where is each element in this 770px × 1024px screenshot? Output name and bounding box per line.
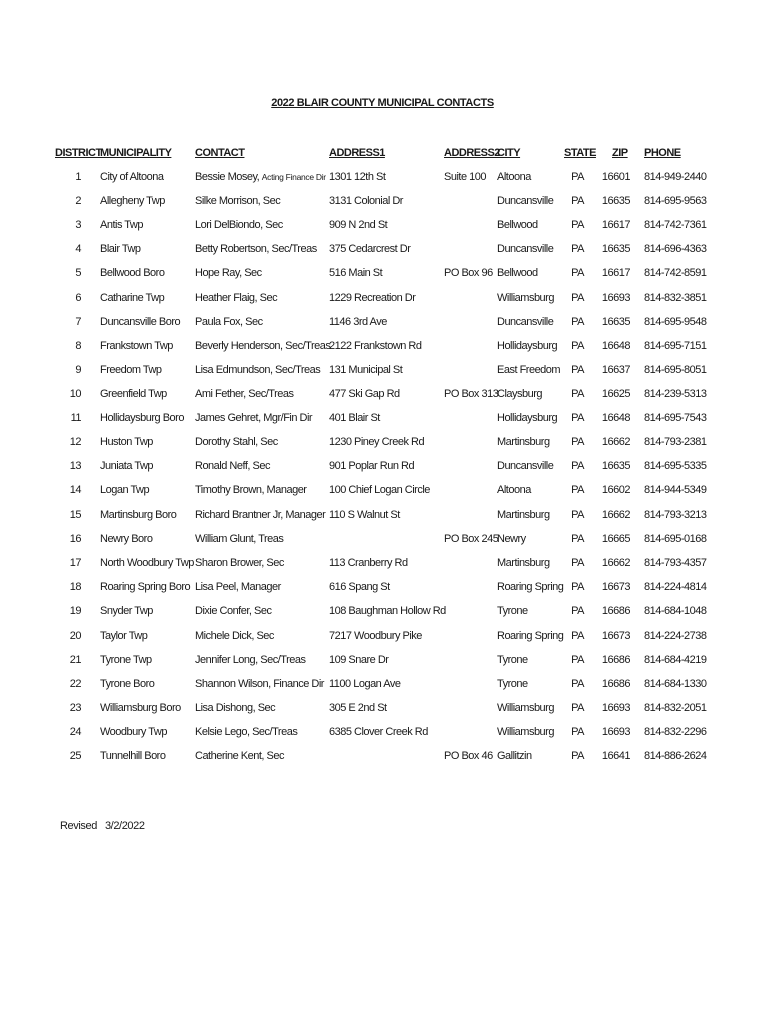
cell-zip: 16648 [601, 340, 630, 352]
cell-state: PA [571, 171, 584, 183]
table-row [0, 169, 770, 185]
table-row [0, 265, 770, 281]
cell-address1: 3131 Colonial Dr [329, 195, 403, 207]
cell-city: Duncansville [497, 243, 554, 255]
cell-municipality: Tunnelhill Boro [100, 750, 166, 762]
cell-address1: 1229 Recreation Dr [329, 292, 416, 304]
table-row [0, 314, 770, 330]
revised-note [60, 820, 145, 832]
cell-city: Tyrone [497, 605, 528, 617]
cell-phone: 814-695-8051 [644, 364, 707, 376]
cell-state: PA [571, 509, 584, 521]
cell-municipality: City of Altoona [100, 171, 164, 183]
cell-zip: 16635 [601, 460, 630, 472]
cell-municipality: Duncansville Boro [100, 316, 181, 328]
cell-phone: 814-793-3213 [644, 509, 707, 521]
cell-phone: 814-684-1048 [644, 605, 707, 617]
cell-municipality: Logan Twp [100, 484, 150, 496]
cell-city: Altoona [497, 171, 531, 183]
cell-district: 20 [69, 630, 81, 642]
cell-contact [195, 169, 326, 185]
cell-zip: 16673 [601, 630, 630, 642]
table-row [0, 748, 770, 764]
cell-district: 16 [69, 533, 81, 545]
cell-municipality: Frankstown Twp [100, 340, 173, 352]
cell-phone: 814-695-7543 [644, 412, 707, 424]
cell-contact: Catherine Kent, Sec [195, 750, 284, 762]
cell-contact: Dorothy Stahl, Sec [195, 436, 278, 448]
page-title: 2022 BLAIR COUNTY MUNICIPAL CONTACTS [271, 97, 494, 109]
cell-phone: 814-696-4363 [644, 243, 707, 255]
cell-municipality: Roaring Spring Boro [100, 581, 191, 593]
cell-zip: 16686 [601, 654, 630, 666]
cell-contact-name: Bessie Mosey, [195, 171, 260, 183]
table-row [0, 482, 770, 498]
cell-address1: 1230 Piney Creek Rd [329, 436, 425, 448]
cell-zip: 16662 [601, 557, 630, 569]
cell-district: 23 [69, 702, 81, 714]
cell-state: PA [571, 702, 584, 714]
cell-address2: Suite 100 [444, 171, 486, 183]
table-row [0, 507, 770, 523]
cell-zip: 16673 [601, 581, 630, 593]
cell-address1: 477 Ski Gap Rd [329, 388, 400, 400]
cell-state: PA [571, 678, 584, 690]
table-row [0, 603, 770, 619]
cell-district: 10 [69, 388, 81, 400]
header-contact: CONTACT [195, 147, 245, 159]
cell-city: Tyrone [497, 678, 528, 690]
revised-label: Revised [60, 820, 97, 832]
cell-address1: 100 Chief Logan Circle [329, 484, 430, 496]
cell-city: Duncansville [497, 460, 554, 472]
table-row [0, 458, 770, 474]
cell-address1: 1100 Logan Ave [329, 678, 401, 690]
cell-address1: 7217 Woodbury Pike [329, 630, 422, 642]
header-address1: ADDRESS1 [329, 147, 385, 159]
cell-city: Roaring Spring [497, 630, 564, 642]
cell-district: 22 [69, 678, 81, 690]
cell-municipality: Juniata Twp [100, 460, 154, 472]
table-row [0, 676, 770, 692]
cell-state: PA [571, 195, 584, 207]
cell-municipality: Tyrone Twp [100, 654, 152, 666]
cell-state: PA [571, 533, 584, 545]
table-row [0, 290, 770, 306]
cell-district: 25 [69, 750, 81, 762]
cell-contact: Betty Robertson, Sec/Treas [195, 243, 317, 255]
cell-contact: Lori DelBiondo, Sec [195, 219, 283, 231]
cell-district: 7 [75, 316, 81, 328]
cell-contact: Jennifer Long, Sec/Treas [195, 654, 306, 666]
cell-contact: Lisa Peel, Manager [195, 581, 281, 593]
cell-district: 1 [75, 171, 81, 183]
cell-municipality: North Woodbury Twp [100, 557, 194, 569]
cell-address2: PO Box 313 [444, 388, 499, 400]
cell-phone: 814-695-9563 [644, 195, 707, 207]
cell-address1: 401 Blair St [329, 412, 380, 424]
cell-district: 13 [69, 460, 81, 472]
table-row [0, 193, 770, 209]
cell-contact: Ami Fether, Sec/Treas [195, 388, 294, 400]
cell-address1: 305 E 2nd St [329, 702, 387, 714]
cell-district: 4 [75, 243, 81, 255]
cell-city: Bellwood [497, 219, 538, 231]
table-row [0, 555, 770, 571]
cell-zip: 16602 [601, 484, 630, 496]
cell-city: Altoona [497, 484, 531, 496]
table-row [0, 652, 770, 668]
cell-state: PA [571, 750, 584, 762]
cell-address1: 1146 3rd Ave [329, 316, 387, 328]
cell-zip: 16635 [601, 316, 630, 328]
cell-zip: 16693 [601, 292, 630, 304]
cell-contact: Sharon Brower, Sec [195, 557, 284, 569]
cell-contact: Ronald Neff, Sec [195, 460, 270, 472]
table-row [0, 217, 770, 233]
cell-contact: William Glunt, Treas [195, 533, 284, 545]
cell-phone: 814-832-2296 [644, 726, 707, 738]
cell-phone: 814-695-9548 [644, 316, 707, 328]
cell-state: PA [571, 605, 584, 617]
cell-phone: 814-684-4219 [644, 654, 707, 666]
cell-zip: 16641 [601, 750, 630, 762]
cell-zip: 16686 [601, 678, 630, 690]
table-row [0, 386, 770, 402]
cell-city: Claysburg [497, 388, 543, 400]
cell-state: PA [571, 292, 584, 304]
cell-district: 2 [75, 195, 81, 207]
cell-contact: James Gehret, Mgr/Fin Dir [195, 412, 313, 424]
cell-municipality: Woodbury Twp [100, 726, 167, 738]
cell-district: 8 [75, 340, 81, 352]
cell-address1: 616 Spang St [329, 581, 390, 593]
cell-city: Duncansville [497, 195, 554, 207]
cell-district: 21 [69, 654, 81, 666]
cell-zip: 16635 [601, 195, 630, 207]
cell-city: Bellwood [497, 267, 538, 279]
cell-state: PA [571, 436, 584, 448]
cell-address2: PO Box 96 [444, 267, 493, 279]
cell-city: Duncansville [497, 316, 554, 328]
cell-zip: 16662 [601, 509, 630, 521]
cell-address2: PO Box 245 [444, 533, 499, 545]
cell-zip: 16617 [601, 219, 630, 231]
cell-district: 11 [70, 412, 81, 424]
cell-district: 12 [69, 436, 81, 448]
cell-municipality: Newry Boro [100, 533, 153, 545]
table-row [0, 700, 770, 716]
cell-zip: 16665 [601, 533, 630, 545]
cell-state: PA [571, 581, 584, 593]
cell-address1: 2122 Frankstown Rd [329, 340, 422, 352]
cell-city: Newry [497, 533, 526, 545]
cell-phone: 814-695-7151 [644, 340, 707, 352]
cell-state: PA [571, 219, 584, 231]
cell-state: PA [571, 316, 584, 328]
table-row [0, 579, 770, 595]
cell-address1: 113 Cranberry Rd [329, 557, 408, 569]
cell-district: 18 [69, 581, 81, 593]
header-address2: ADDRESS2 [444, 147, 500, 159]
cell-zip: 16662 [601, 436, 630, 448]
cell-address1: 375 Cedarcrest Dr [329, 243, 411, 255]
cell-district: 15 [69, 509, 81, 521]
header-city: CITY [497, 147, 521, 159]
header-district: DISTRICT [55, 147, 102, 159]
cell-contact: Dixie Confer, Sec [195, 605, 272, 617]
cell-city: East Freedom [497, 364, 561, 376]
cell-phone: 814-832-2051 [644, 702, 707, 714]
cell-contact: Timothy Brown, Manager [195, 484, 307, 496]
cell-contact: Richard Brantner Jr, Manager [195, 509, 326, 521]
cell-state: PA [571, 484, 584, 496]
cell-city: Tyrone [497, 654, 528, 666]
cell-contact: Hope Ray, Sec [195, 267, 262, 279]
cell-phone: 814-684-1330 [644, 678, 707, 690]
cell-zip: 16693 [601, 726, 630, 738]
table-row [0, 241, 770, 257]
cell-zip: 16625 [601, 388, 630, 400]
cell-district: 19 [69, 605, 81, 617]
cell-state: PA [571, 654, 584, 666]
cell-district: 24 [69, 726, 81, 738]
cell-address1: 909 N 2nd St [329, 219, 388, 231]
cell-contact: Lisa Edmundson, Sec/Treas [195, 364, 321, 376]
cell-state: PA [571, 412, 584, 424]
cell-city: Martinsburg [497, 557, 550, 569]
cell-municipality: Blair Twp [100, 243, 141, 255]
cell-contact: Shannon Wilson, Finance Dir [195, 678, 324, 690]
cell-phone: 814-224-4814 [644, 581, 707, 593]
table-row [0, 410, 770, 426]
table-row [0, 362, 770, 378]
table-row [0, 434, 770, 450]
cell-city: Williamsburg [497, 292, 554, 304]
cell-phone: 814-239-5313 [644, 388, 707, 400]
cell-address1: 1301 12th St [329, 171, 386, 183]
cell-phone: 814-793-2381 [644, 436, 707, 448]
cell-phone: 814-832-3851 [644, 292, 707, 304]
cell-zip: 16635 [601, 243, 630, 255]
cell-state: PA [571, 267, 584, 279]
cell-state: PA [571, 630, 584, 642]
cell-address1: 131 Municipal St [329, 364, 403, 376]
cell-district: 6 [75, 292, 81, 304]
cell-municipality: Allegheny Twp [100, 195, 165, 207]
cell-city: Hollidaysburg [497, 412, 558, 424]
cell-address1: 109 Snare Dr [329, 654, 389, 666]
cell-phone: 814-949-2440 [644, 171, 707, 183]
cell-municipality: Freedom Twp [100, 364, 162, 376]
cell-phone: 814-695-5335 [644, 460, 707, 472]
header-state: STATE [564, 147, 596, 159]
cell-city: Williamsburg [497, 726, 554, 738]
cell-phone: 814-793-4357 [644, 557, 707, 569]
cell-state: PA [571, 388, 584, 400]
table-row [0, 724, 770, 740]
cell-state: PA [571, 726, 584, 738]
cell-municipality: Catharine Twp [100, 292, 165, 304]
cell-district: 17 [69, 557, 81, 569]
cell-city: Gallitzin [497, 750, 532, 762]
header-municipality: MUNICIPALITY [100, 147, 172, 159]
cell-municipality: Hollidaysburg Boro [100, 412, 184, 424]
cell-state: PA [571, 364, 584, 376]
table-header [0, 145, 770, 161]
header-zip: ZIP [612, 147, 628, 159]
cell-district: 14 [69, 484, 81, 496]
cell-municipality: Martinsburg Boro [100, 509, 177, 521]
cell-phone: 814-224-2738 [644, 630, 707, 642]
header-phone: PHONE [644, 147, 681, 159]
cell-municipality: Williamsburg Boro [100, 702, 181, 714]
cell-address1: 6385 Clover Creek Rd [329, 726, 428, 738]
cell-contact: Kelsie Lego, Sec/Treas [195, 726, 298, 738]
cell-address1: 516 Main St [329, 267, 383, 279]
cell-contact: Michele Dick, Sec [195, 630, 274, 642]
table-row [0, 338, 770, 354]
cell-address1: 110 S Walnut St [329, 509, 400, 521]
cell-phone: 814-742-8591 [644, 267, 707, 279]
cell-zip: 16637 [601, 364, 630, 376]
cell-zip: 16601 [601, 171, 630, 183]
cell-city: Williamsburg [497, 702, 554, 714]
cell-contact: Beverly Henderson, Sec/Treas [195, 340, 331, 352]
cell-contact: Lisa Dishong, Sec [195, 702, 276, 714]
cell-municipality: Huston Twp [100, 436, 153, 448]
cell-municipality: Tyrone Boro [100, 678, 155, 690]
cell-phone: 814-742-7361 [644, 219, 707, 231]
cell-contact: Paula Fox, Sec [195, 316, 263, 328]
cell-contact-note: Acting Finance Dir [261, 172, 326, 182]
table-row [0, 531, 770, 547]
revised-date: 3/2/2022 [104, 820, 145, 832]
cell-zip: 16648 [601, 412, 630, 424]
cell-phone: 814-695-0168 [644, 533, 707, 545]
cell-zip: 16693 [601, 702, 630, 714]
cell-municipality: Taylor Twp [100, 630, 148, 642]
cell-city: Martinsburg [497, 509, 550, 521]
cell-state: PA [571, 340, 584, 352]
cell-address2: PO Box 46 [444, 750, 493, 762]
cell-district: 9 [75, 364, 81, 376]
cell-city: Roaring Spring [497, 581, 564, 593]
cell-phone: 814-944-5349 [644, 484, 707, 496]
cell-phone: 814-886-2624 [644, 750, 707, 762]
cell-city: Martinsburg [497, 436, 550, 448]
cell-zip: 16686 [601, 605, 630, 617]
cell-municipality: Antis Twp [100, 219, 143, 231]
cell-state: PA [571, 557, 584, 569]
cell-municipality: Greenfield Twp [100, 388, 167, 400]
cell-contact: Heather Flaig, Sec [195, 292, 278, 304]
cell-city: Hollidaysburg [497, 340, 558, 352]
cell-address1: 108 Baughman Hollow Rd [329, 605, 446, 617]
cell-address1: 901 Poplar Run Rd [329, 460, 415, 472]
cell-district: 3 [75, 219, 81, 231]
cell-contact: Silke Morrison, Sec [195, 195, 281, 207]
cell-municipality: Snyder Twp [100, 605, 153, 617]
cell-zip: 16617 [601, 267, 630, 279]
table-row [0, 628, 770, 644]
cell-municipality: Bellwood Boro [100, 267, 165, 279]
cell-district: 5 [75, 267, 81, 279]
cell-state: PA [571, 243, 584, 255]
cell-state: PA [571, 460, 584, 472]
